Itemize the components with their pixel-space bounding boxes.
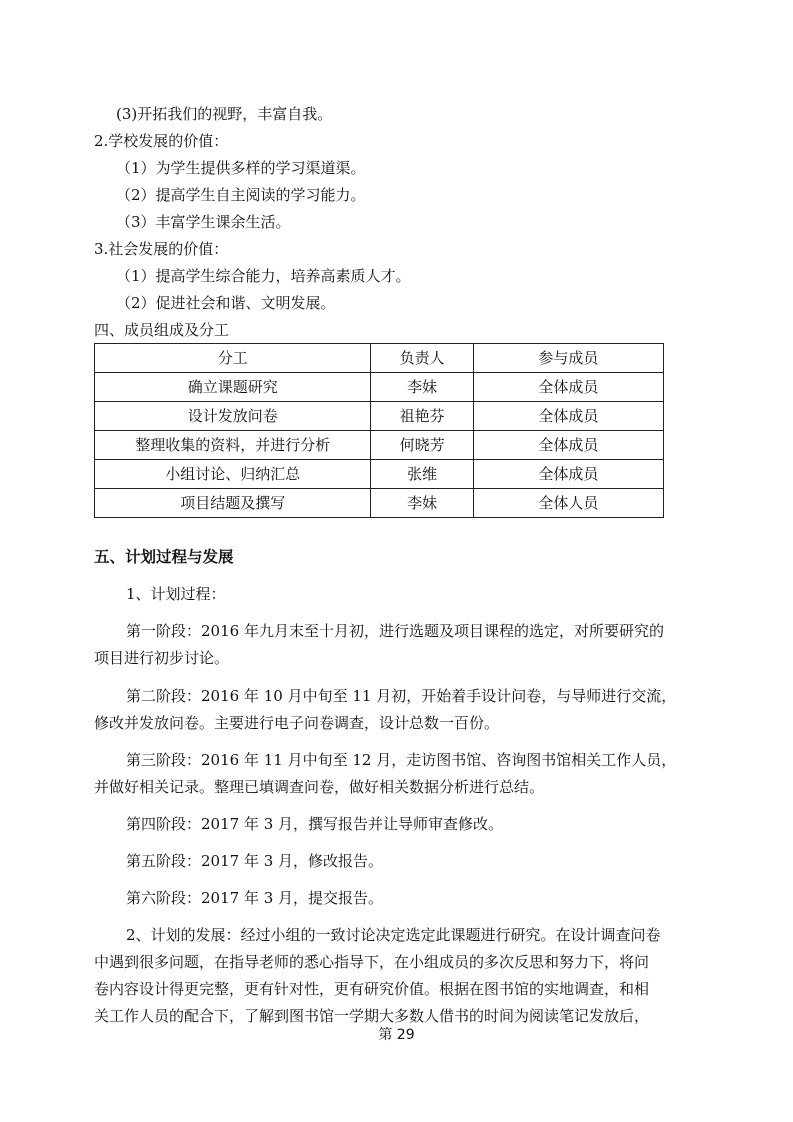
member-duty-table (94, 343, 664, 518)
table-cell: 李妹 (371, 373, 473, 402)
table-cell: 全体人员 (473, 489, 663, 518)
development-line-3: 卷内容设计得更完整，更有针对性，更有研究价值。根据在图书馆的实地调查，和相 (94, 980, 650, 998)
list-item-society-2: （2）促进社会和谐、文明发展。 (116, 294, 336, 312)
header-cell: 参与成员 (473, 344, 663, 373)
development-line-1: 2、计划的发展：经过小组的一致讨论决定选定此课题进行研究。在设计调查问卷 (126, 926, 661, 944)
table-row (95, 431, 664, 460)
stage-five: 第五阶段：2017 年 3 月，修改报告。 (126, 852, 384, 870)
heading-society-value: 3.社会发展的价值： (94, 240, 229, 258)
table-cell: 整理收集的资料，并进行分析 (95, 431, 371, 460)
stage-two-line-2: 修改并发放问卷。主要进行电子问卷调查，设计总数一百份。 (94, 714, 500, 732)
stage-three-line-2: 并做好相关记录。整理已填调查问卷，做好相关数据分析进行总结。 (94, 778, 545, 796)
list-item-broaden-view: (3)开拓我们的视野，丰富自我。 (116, 105, 333, 123)
table-cell: 全体成员 (473, 460, 663, 489)
stage-one-line-1: 第一阶段：2016 年九月末至十月初，进行选题及项目课程的选定，对所要研究的 (126, 622, 664, 640)
table-cell: 祖艳芬 (371, 402, 473, 431)
section-four-heading: 四、成员组成及分工 (94, 321, 230, 339)
list-item-school-1: （1）为学生提供多样的学习渠道渠。 (116, 159, 366, 177)
table-cell: 何晓芳 (371, 431, 473, 460)
table-cell: 项目结题及撰写 (95, 489, 371, 518)
list-item-school-2: （2）提高学生自主阅读的学习能力。 (116, 186, 366, 204)
table-cell: 全体成员 (473, 431, 663, 460)
table-row (95, 373, 664, 402)
list-item-school-3: （3）丰富学生课余生活。 (116, 213, 291, 231)
table-row (95, 489, 664, 518)
table-cell: 全体成员 (473, 373, 663, 402)
table-cell: 小组讨论、归纳汇总 (95, 460, 371, 489)
header-cell: 分工 (95, 344, 371, 373)
stage-one-line-2: 项目进行初步讨论。 (94, 649, 230, 667)
header-cell: 负责人 (371, 344, 473, 373)
stage-two-line-1: 第二阶段：2016 年 10 月中旬至 11 月初，开始着手设计问卷，与导师进行交流， (126, 687, 677, 705)
list-item-society-1: （1）提高学生综合能力，培养高素质人才。 (116, 267, 411, 285)
table-cell: 全体成员 (473, 402, 663, 431)
development-line-2: 中遇到很多问题，在指导老师的悉心指导下，在小组成员的多次反思和努力下，将问 (94, 953, 650, 971)
table-row (95, 402, 664, 431)
table-cell: 张维 (371, 460, 473, 489)
section-five-heading: 五、计划过程与发展 (94, 548, 234, 566)
heading-school-value: 2.学校发展的价值： (94, 132, 229, 150)
stage-four: 第四阶段：2017 年 3 月，撰写报告并让导师审查修改。 (126, 815, 504, 833)
stage-six: 第六阶段：2017 年 3 月，提交报告。 (126, 889, 384, 907)
table-cell: 设计发放问卷 (95, 402, 371, 431)
page-number: 第 29 (378, 1027, 415, 1043)
table-cell: 确立课题研究 (95, 373, 371, 402)
plan-process-label: 1、计划过程： (126, 585, 226, 603)
development-line-4: 关工作人员的配合下，了解到图书馆一学期大多数人借书的时间为阅读笔记发放后， (94, 1007, 650, 1025)
table-header-row (95, 344, 664, 373)
table-row (95, 460, 664, 489)
stage-three-line-1: 第三阶段：2016 年 11 月中旬至 12 月，走访图书馆、咨询图书馆相关工作人员， (126, 751, 677, 769)
table-cell: 李妹 (371, 489, 473, 518)
